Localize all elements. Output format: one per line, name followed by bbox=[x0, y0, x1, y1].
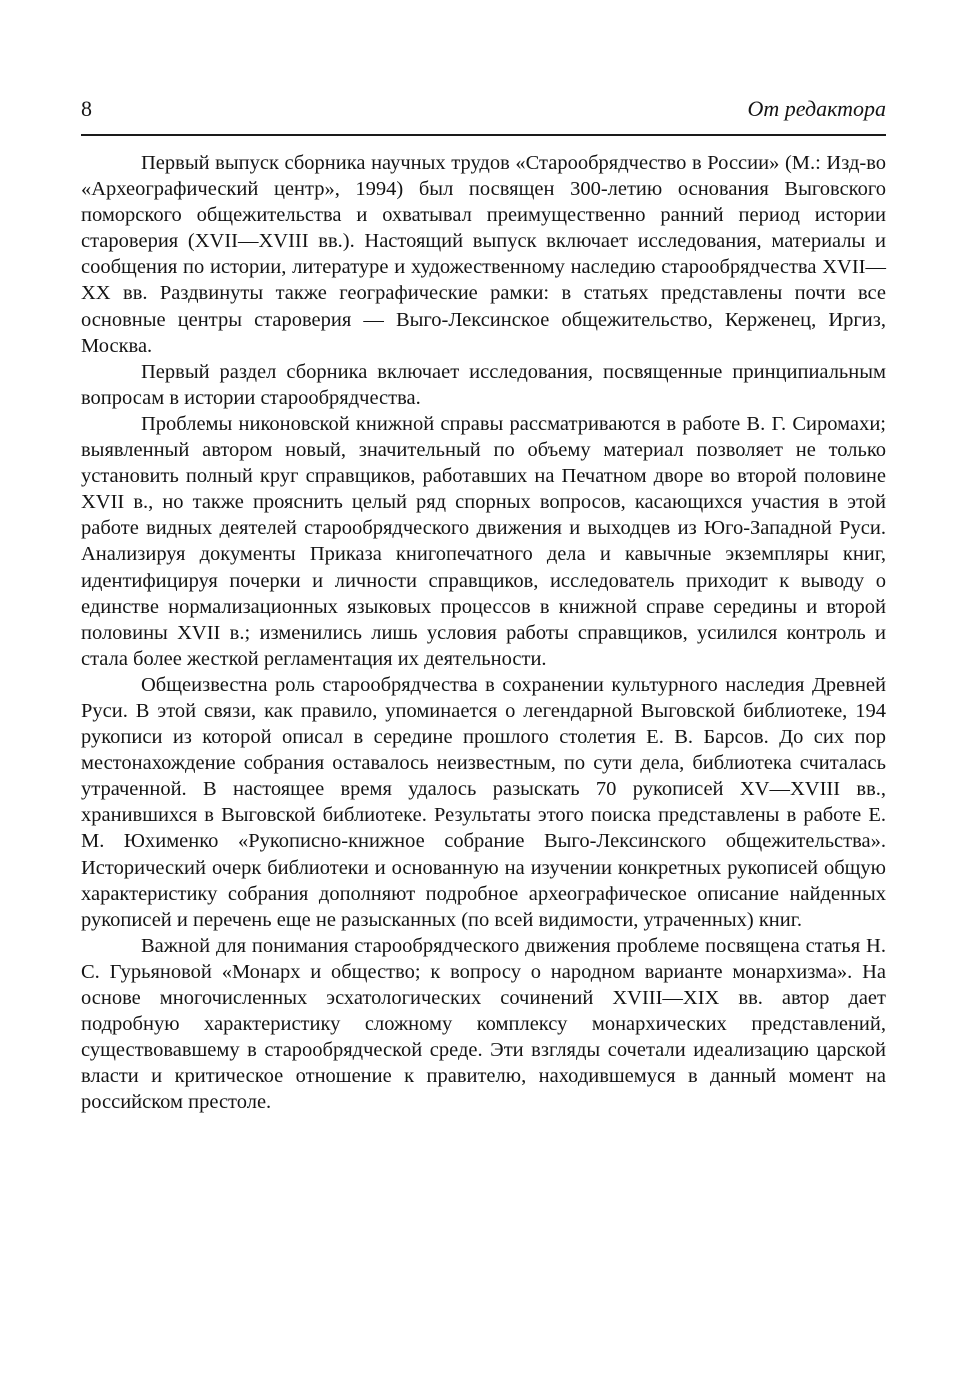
section-title: От редактора bbox=[747, 96, 886, 121]
paragraph-guryanova: Важной для понимания старообрядческого движения проблеме посвящена статья Н. С. Гурьяновой «Монарх и общество; к вопросу о народном варианте монархизма». На основе многочисленных эсхатологических сочинений XVIII—XIX вв. автор дает подробную характеристику сложному комплексу монархических представлений, существовавшему в старообрядческой среде. Эти взгляды сочетали идеализацию царской власти и критическое отношение к правителю, находившемуся в данный момент на российском престоле. bbox=[81, 934, 886, 1114]
page-number: 8 bbox=[81, 96, 92, 121]
paragraph-first-section: Первый раздел сборника включает исследования, посвященные принципиальным вопросам в истории старообрядчества. bbox=[81, 360, 886, 409]
paragraph-intro: Первый выпуск сборника научных трудов «Старообрядчество в России» (М.: Изд-во «Археографический центр», 1994) был посвящен 300-летию основания Выговского поморского общежительства и охватывал преимущественно ранний период истории староверия (XVII—XVIII вв.). Настоящий выпуск включает исследования, материалы и сообщения по истории, литературе и художественному наследию старообрядчества XVII—XX вв. Раздвинуты также географические рамки: в статьях представлены почти все основные центры староверия — Выго-Лексинское общежительство, Керженец, Иргиз, Москва. bbox=[81, 152, 886, 357]
paragraph-siromakha: Проблемы никоновской книжной справы рассматриваются в работе В. Г. Сиромахи; выявленный автором новый, значительный по объему материал позволяет не только установить полный круг справщиков, работавших на Печатном дворе во второй половине XVII в., но также прояснить целый ряд спорных вопросов, касающихся участия в этой работе видных деятелей старообрядческого движения и выходцев из Юго-Западной Руси. Анализируя документы Приказа книгопечатного дела и кавычные экземпляры книг, идентифицируя почерки и личности справщиков, исследователь приходит к выводу о единстве нормализационных языковых процессов в книжной справе середины и второй половины XVII в.; изменились лишь условия работы справщиков, усилился контроль и стала более жесткой регламентация их деятельности. bbox=[81, 412, 886, 670]
paragraph-vyg-library: Общеизвестна роль старообрядчества в сохранении культурного наследия Древней Руси. В этой связи, как правило, упоминается о легендарной Выговской библиотеке, 194 рукописи из которой описал в середине прошлого столетия Е. В. Барсов. До сих пор местонахождение собрания оставалось неизвестным, по сути дела, библиотека считалась утраченной. В настоящее время удалось разыскать 70 рукописей XV—XVIII вв., хранившихся в Выговской библиотеке. Результаты этого поиска представлены в работе Е. М. Юхименко «Рукописно-книжное собрание Выго-Лексинского общежительства». Исторический очерк библиотеки и основанную на изучении конкретных рукописей общую характеристику собрания дополняют подробное археографическое описание найденных рукописей и перечень еще не разысканных (по всей видимости, утраченных) книг. bbox=[81, 673, 886, 931]
book-page bbox=[81, 94, 886, 1115]
body-text bbox=[81, 150, 886, 1115]
running-header bbox=[81, 94, 886, 136]
